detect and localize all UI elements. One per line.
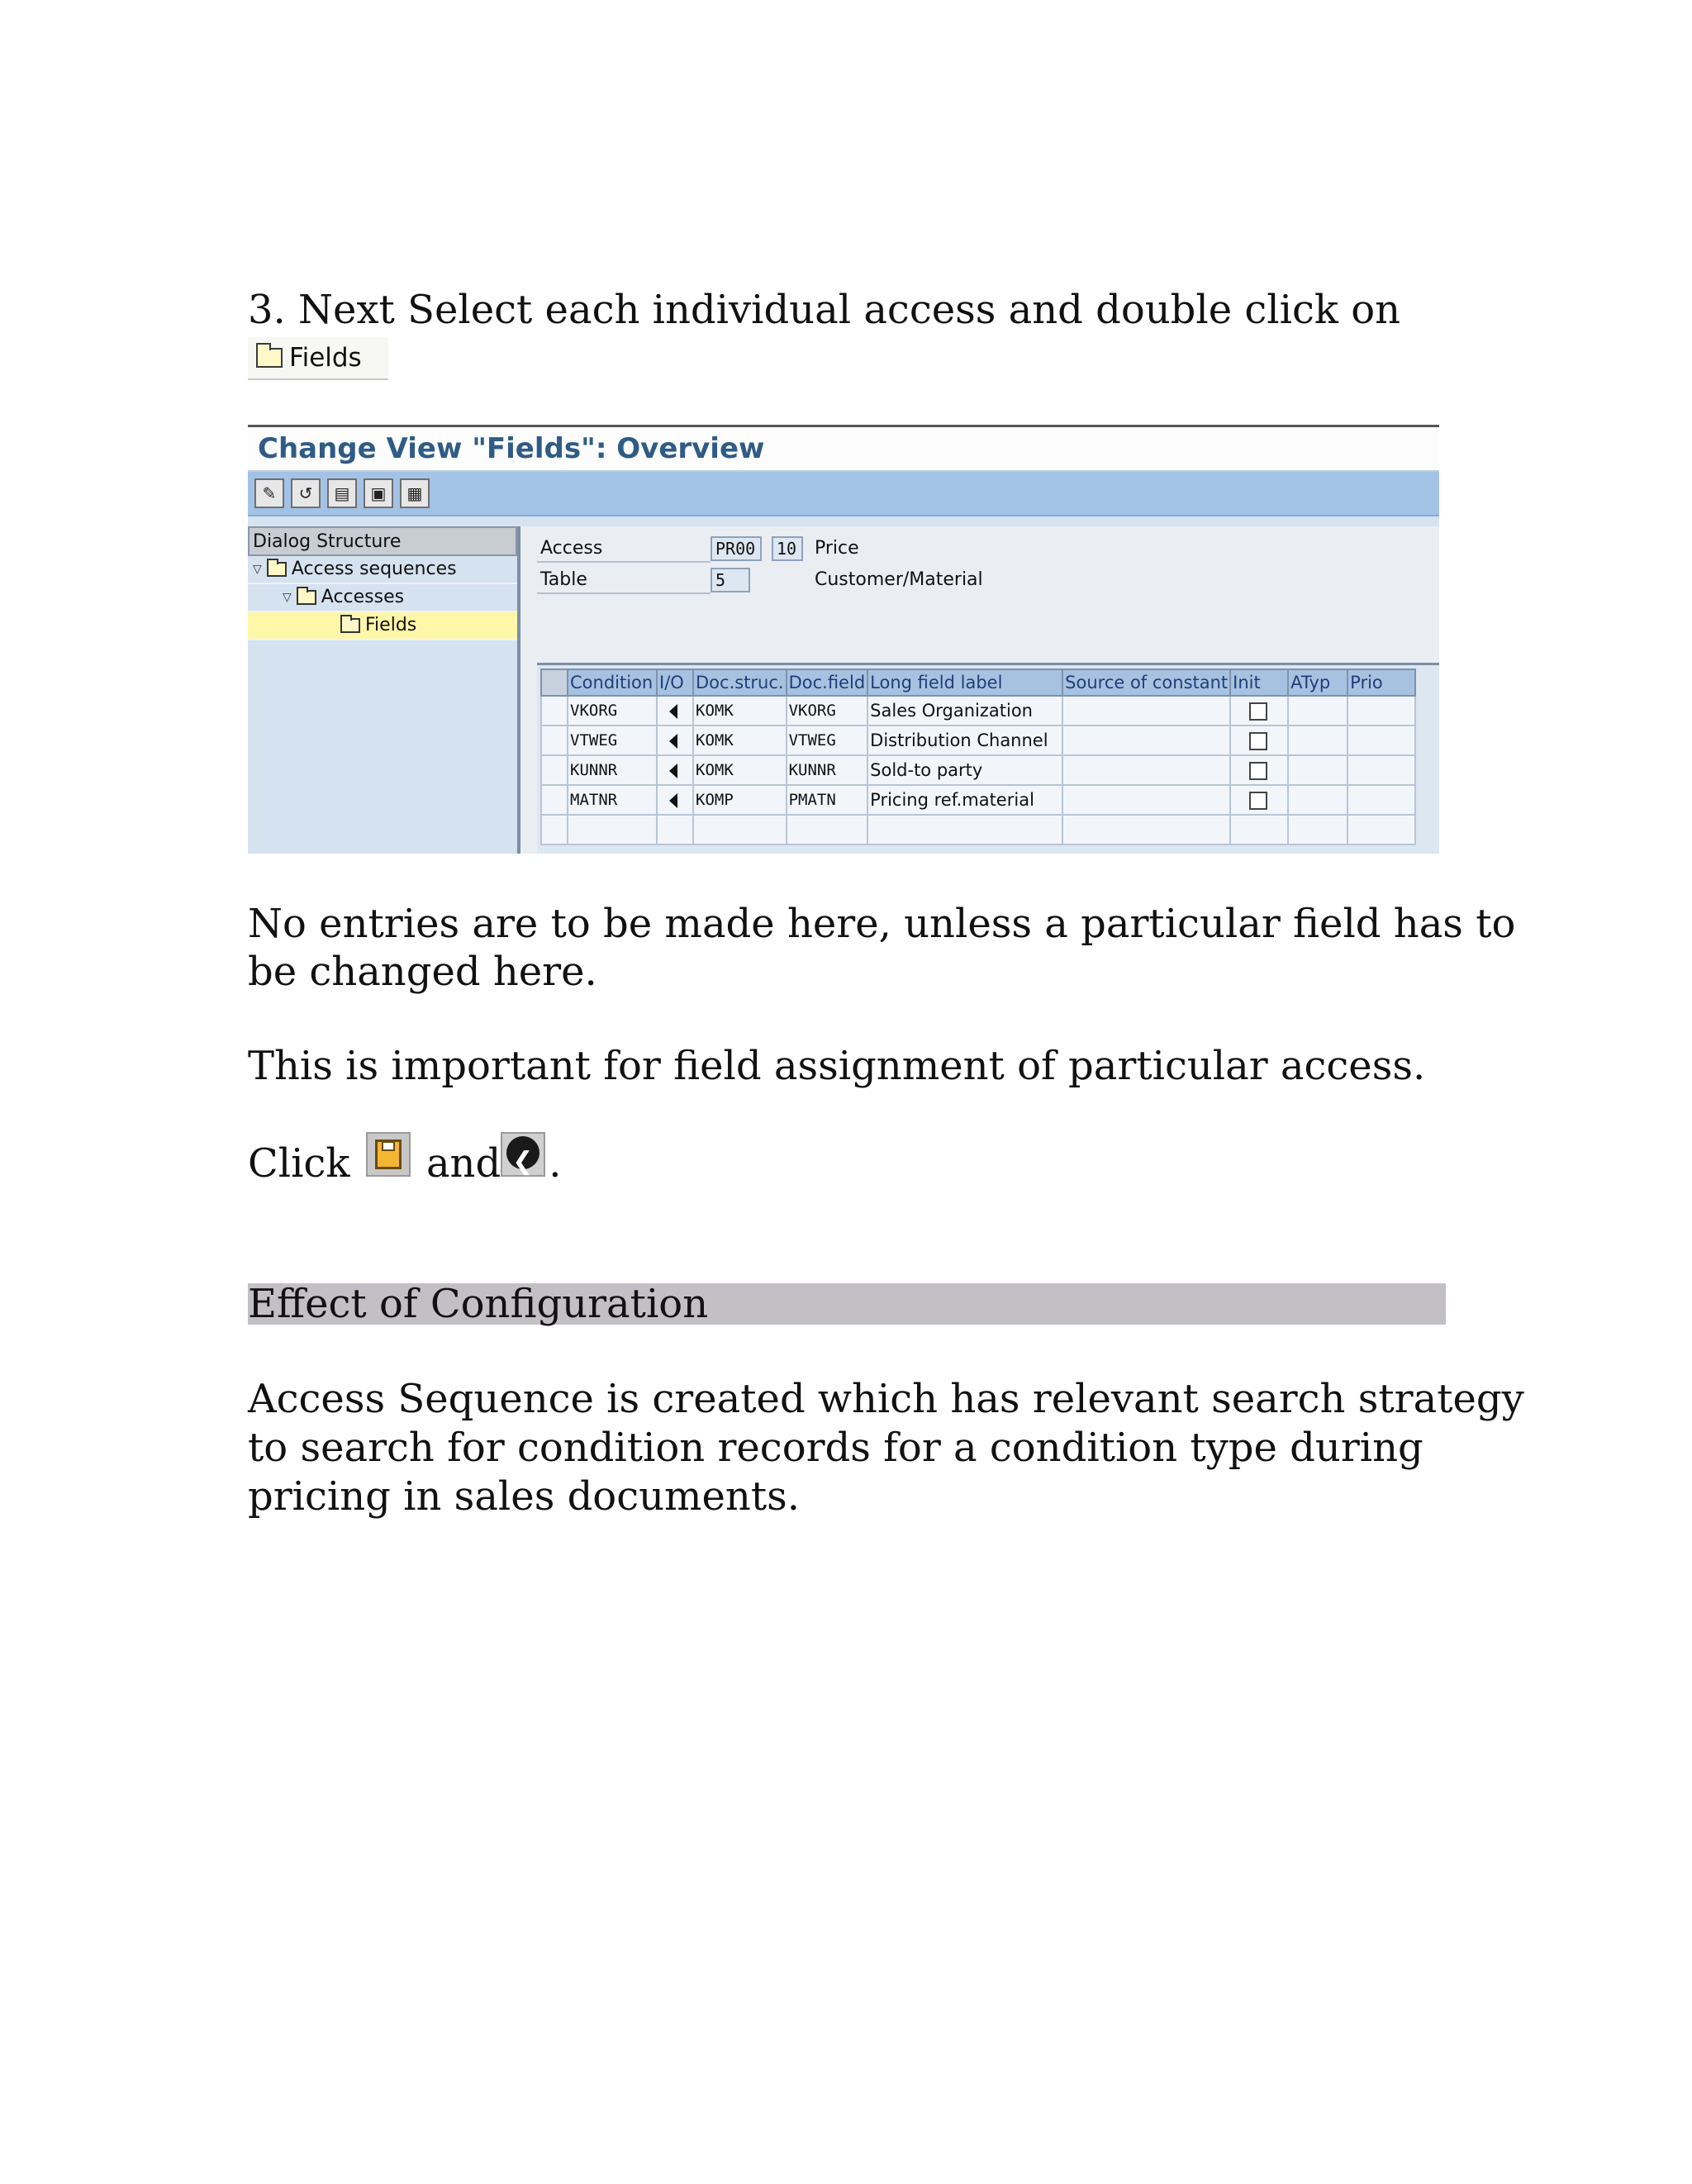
prio-input[interactable] (1347, 696, 1415, 726)
dialog-structure-panel (248, 526, 520, 854)
condition-cell: VKORG (568, 696, 657, 726)
select-block-icon[interactable]: ▣ (364, 478, 393, 508)
prio-input[interactable] (1347, 755, 1415, 785)
left-arrow-icon (669, 704, 677, 719)
sap-screenshot (248, 425, 1439, 854)
row-selector[interactable] (541, 696, 568, 726)
access-row (537, 535, 1198, 563)
sap-window-title: Change View "Fields": Overview (248, 427, 1439, 472)
tree-item-fields[interactable] (248, 612, 517, 640)
dialog-structure-header: Dialog Structure (248, 526, 517, 556)
click-instruction (248, 1139, 561, 1188)
fields-folder-chip (248, 337, 388, 380)
init-cell (1230, 696, 1288, 726)
effect-line-1: Access Sequence is created which has relevant search strategy (248, 1376, 1524, 1422)
access-number-field[interactable]: 10 (772, 536, 803, 561)
effect-heading: Effect of Configuration (248, 1283, 1446, 1325)
effect-line-2: to search for condition records for a condition type during (248, 1425, 1423, 1471)
pencil-icon[interactable]: ✎ (254, 478, 284, 508)
back-icon (501, 1132, 545, 1177)
select-all-icon[interactable]: ▤ (327, 478, 357, 508)
column-header[interactable]: Doc.field (787, 669, 868, 696)
effect-line-3: pricing in sales documents. (248, 1473, 801, 1520)
doc-struc-cell: KOMP (693, 785, 787, 815)
source-constant-input[interactable] (1062, 726, 1230, 755)
condition-cell: VTWEG (568, 726, 657, 755)
folder-icon (256, 348, 283, 368)
column-header[interactable]: ATyp (1288, 669, 1347, 696)
table-row-empty[interactable] (541, 815, 1415, 845)
long-label-cell: Distribution Channel (867, 726, 1062, 755)
deselect-icon[interactable]: ▦ (400, 478, 430, 508)
left-arrow-icon (669, 764, 677, 778)
column-header[interactable]: Doc.struc. (693, 669, 787, 696)
no-entries-line-2: be changed here. (248, 949, 597, 995)
folder-icon (297, 590, 316, 605)
init-cell (1230, 726, 1288, 755)
row-selector[interactable] (541, 815, 568, 845)
fields-table (540, 669, 1416, 845)
doc-struc-cell: KOMK (693, 755, 787, 785)
column-header[interactable]: Init (1230, 669, 1288, 696)
atyp-input[interactable] (1288, 755, 1347, 785)
refresh-icon[interactable]: ↺ (291, 478, 321, 508)
tree-item-label: Fields (365, 615, 417, 635)
row-selector[interactable] (541, 755, 568, 785)
sap-toolbar (248, 472, 1439, 516)
doc-struc-cell: KOMK (693, 696, 787, 726)
table-description: Customer/Material (815, 569, 983, 590)
open-folder-icon (340, 618, 360, 633)
empty-cell[interactable] (1062, 815, 1230, 845)
condition-cell: MATNR (568, 785, 657, 815)
long-label-cell: Pricing ref.material (867, 785, 1062, 815)
source-constant-input[interactable] (1062, 785, 1230, 815)
empty-cell[interactable] (1347, 815, 1415, 845)
condition-cell: KUNNR (568, 755, 657, 785)
access-field[interactable]: PR00 (711, 536, 762, 561)
tree-item-access-sequences[interactable] (248, 556, 517, 584)
empty-cell (657, 815, 693, 845)
table-field[interactable]: 5 (711, 568, 750, 592)
save-icon (366, 1132, 411, 1177)
long-label-cell: Sales Organization (867, 696, 1062, 726)
table-label: Table (537, 566, 711, 594)
click-word: Click (248, 1140, 350, 1187)
io-cell (657, 785, 693, 815)
expand-triangle-icon[interactable]: ▽ (283, 591, 292, 604)
io-cell (657, 696, 693, 726)
prio-input[interactable] (1347, 785, 1415, 815)
table-row-header (537, 566, 1198, 594)
empty-cell (1230, 815, 1288, 845)
select-all-cell[interactable] (541, 669, 568, 696)
doc-field-cell: KUNNR (787, 755, 868, 785)
no-entries-line-1: No entries are to be made here, unless a particular field has to (248, 901, 1516, 947)
column-header[interactable]: Prio (1347, 669, 1415, 696)
doc-field-cell: VTWEG (787, 726, 868, 755)
atyp-input[interactable] (1288, 726, 1347, 755)
io-cell (657, 726, 693, 755)
doc-field-cell: VKORG (787, 696, 868, 726)
important-note: This is important for field assignment of particular access. (248, 1043, 1426, 1089)
folder-icon (267, 562, 287, 577)
step-instruction: 3. Next Select each individual access and double click on (248, 287, 1401, 333)
table-header-row (541, 669, 1415, 696)
table-row[interactable] (541, 785, 1415, 815)
left-arrow-icon (669, 793, 677, 808)
period: . (549, 1140, 562, 1187)
table-row[interactable] (541, 755, 1415, 785)
long-label-cell: Sold-to party (867, 755, 1062, 785)
column-header[interactable]: Condition (568, 669, 657, 696)
init-checkbox[interactable] (1249, 732, 1267, 750)
empty-cell[interactable] (787, 815, 868, 845)
fields-detail-panel (520, 526, 1439, 854)
empty-cell[interactable] (693, 815, 787, 845)
left-arrow-icon (669, 734, 677, 749)
fields-chip-label: Fields (289, 343, 362, 373)
row-selector[interactable] (541, 785, 568, 815)
empty-cell[interactable] (568, 815, 657, 845)
init-cell (1230, 755, 1288, 785)
io-cell (657, 755, 693, 785)
expand-triangle-icon[interactable]: ▽ (253, 563, 262, 576)
empty-cell (867, 815, 1062, 845)
and-word: and (425, 1140, 501, 1187)
atyp-input[interactable] (1288, 696, 1347, 726)
tree-item-accesses[interactable] (248, 584, 517, 612)
table-row[interactable] (541, 696, 1415, 726)
table-row[interactable] (541, 726, 1415, 755)
column-header[interactable]: Long field label (867, 669, 1062, 696)
atyp-input[interactable] (1288, 785, 1347, 815)
tree-item-label: Access sequences (291, 559, 457, 579)
column-header[interactable]: I/O (657, 669, 693, 696)
prio-input[interactable] (1347, 726, 1415, 755)
access-description: Price (815, 538, 859, 559)
empty-cell[interactable] (1288, 815, 1347, 845)
init-checkbox[interactable] (1249, 702, 1267, 721)
row-selector[interactable] (541, 726, 568, 755)
tree-item-label: Accesses (321, 587, 405, 607)
init-checkbox[interactable] (1249, 792, 1267, 810)
fields-table-container (537, 663, 1439, 854)
doc-struc-cell: KOMK (693, 726, 787, 755)
access-label: Access (537, 535, 711, 563)
column-header[interactable]: Source of constant (1062, 669, 1230, 696)
source-constant-input[interactable] (1062, 755, 1230, 785)
init-checkbox[interactable] (1249, 762, 1267, 780)
init-cell (1230, 785, 1288, 815)
doc-field-cell: PMATN (787, 785, 868, 815)
source-constant-input[interactable] (1062, 696, 1230, 726)
